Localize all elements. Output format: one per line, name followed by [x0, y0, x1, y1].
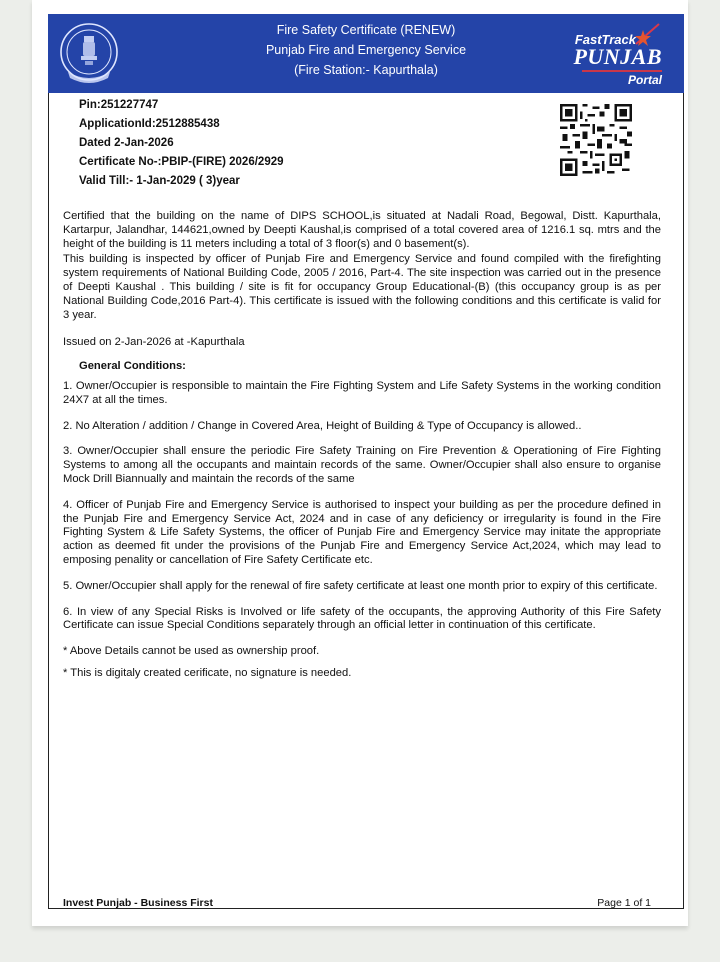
department-title: Punjab Fire and Emergency Service — [265, 43, 467, 57]
certificate-number: Certificate No-:PBIP-(FIRE) 2026/2929 — [79, 156, 284, 168]
ownership-note: * Above Details cannot be used as ownership proof. — [63, 645, 320, 658]
condition-item: 3. Owner/Occupier shall ensure the periodic Fire Safety Training on Fire Prevention & Operationing of Fire Fighting Systems to among all the occupants and maintain records of the same. Owner/Occupier shall also ensure to organise Mock Drill Biannually and maintain the records of the same — [63, 445, 661, 485]
condition-item: 4. Officer of Punjab Fire and Emergency Service is authorised to inspect your building as per the procedure defined in the Punjab Fire and Emergency Service Act, 2024 and in case of any deficiency or irregularity is found in the Fire Fighting System & Life Safety Systems, the officer of Punjab Fire and Emergency Service may initate the appropriate action as deemed fit under the provisions of the Punjab Fire and Emergency Service Act,2024, which may lead to emposing penality or cancellation of Fire Safety Certificate etc. — [63, 498, 661, 566]
certificate-header — [48, 14, 684, 93]
inspection-paragraph: This building is inspected by officer of Punjab Fire and Emergency Service and found compiled with the firefighting system requirements of National Building Code, 2005 / 2016, Part-4. The site inspection was carried out in the presence of Deepti Kaushal . This building / site is fit for occupancy Group Educational-(B) (this occupancy group is as per National Building Code,2016 Part-4). This certificate is issued with the following conditions and this certificate is valid for 3 year. — [63, 253, 661, 321]
certification-paragraph: Certified that the building on the name of DIPS SCHOOL,is situated at Nadali Road, Begowal, Distt. Kapurthala, Kartarpur, Jalandhar, 144621,owned by Deepti Kaushal,is comprised of a total covered area of 1216.1 sq. mtrs and the height of the building is 11 meters including a total of 3 floor(s) and 0 basement(s). — [63, 210, 661, 250]
certificate-page — [32, 0, 688, 926]
issued-on: Issued on 2-Jan-2026 at -Kapurthala — [63, 336, 245, 349]
certificate-meta — [79, 96, 284, 191]
digital-signature-note: * This is digitaly created cerificate, no signature is needed. — [63, 666, 352, 679]
condition-item: 5. Owner/Occupier shall apply for the renewal of fire safety certificate at least one month prior to expiry of this certificate. — [63, 579, 658, 592]
page-number: Page 1 of 1 — [597, 897, 651, 909]
pin: Pin:251227747 — [79, 99, 159, 111]
valid-till: Valid Till:- 1-Jan-2029 ( 3)year — [79, 175, 240, 187]
logo-portal-text: Portal — [627, 73, 662, 87]
qr-code-icon — [560, 104, 632, 176]
footer-tagline: Invest Punjab - Business First — [63, 897, 213, 909]
application-id: ApplicationId:2512885438 — [79, 118, 220, 130]
certificate-type-title: Fire Safety Certificate (RENEW) — [276, 23, 456, 37]
condition-item: 1. Owner/Occupier is responsible to maintain the Fire Fighting System and Life Safety Systems in the working condition 24X7 at all the times. — [63, 379, 661, 406]
logo-punjab-text: PUNJAB — [573, 44, 662, 69]
logo-underline — [582, 70, 662, 72]
condition-item: 6. In view of any Special Risks is Involved or life safety of the occupants, the approving Authority of this Fire Safety Certificate can issue Special Conditions separately through an official letter in continuation of this certificate. — [63, 605, 661, 632]
fasttrack-punjab-logo — [552, 22, 662, 86]
general-conditions-heading: General Conditions: — [79, 360, 186, 373]
certificate-body — [63, 210, 661, 689]
dated: Dated 2-Jan-2026 — [79, 137, 174, 149]
fire-station-title: (Fire Station:- Kapurthala) — [294, 63, 438, 77]
logo-fasttrack-text: FastTrack — [574, 32, 636, 47]
condition-item: 2. No Alteration / addition / Change in Covered Area, Height of Building & Type of Occupancy is allowed.. — [63, 419, 582, 432]
